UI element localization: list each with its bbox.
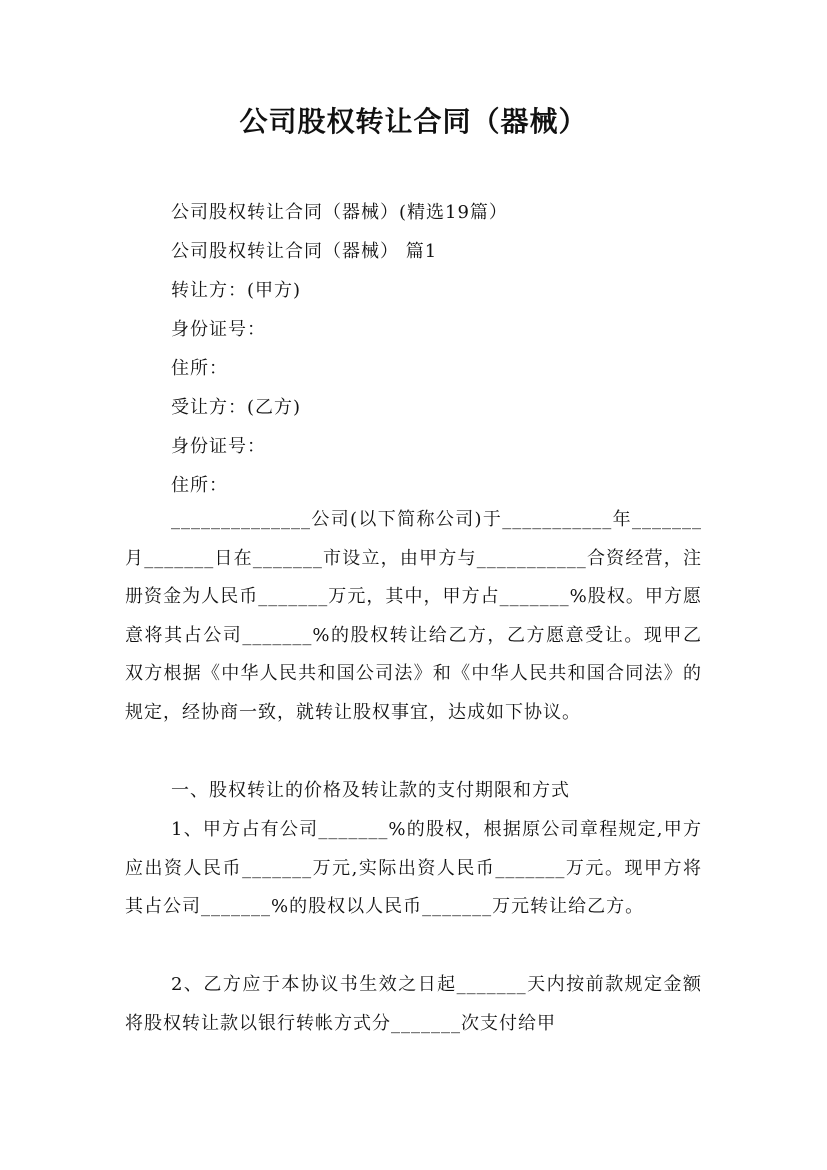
clause-heading: 一、股权转让的价格及转让款的支付期限和方式	[171, 780, 570, 801]
document-title: 公司股权转让合同（器械）	[239, 105, 588, 138]
section-heading-line: 公司股权转让合同（器械） 篇1	[171, 241, 438, 262]
subtitle-line: 公司股权转让合同（器械）(精选19篇）	[171, 202, 508, 223]
transferor-label: 转让方：(甲方)	[171, 280, 302, 301]
transferee-address-label: 住所：	[171, 475, 228, 496]
intro-paragraph: ______________公司(以下简称公司)于___________年_______月_______日在_______市设立，由甲方与___________合资经营，注册资金为人民币_______万元，其中，甲方占_______%股权。甲方愿意将其占公司_______%的股权转让给乙方，乙方愿意受让。现甲乙双方根据《中华人民共和国公司法》和《中华人民共和国合同法》的规定，经协商一致，就转让股权事宜，达成如下协议。	[125, 509, 702, 723]
clause-2-paragraph: 2、乙方应于本协议书生效之日起_______天内按前款规定金额将股权转让款以银行转帐方式分_______次支付给甲	[125, 974, 702, 1034]
transferor-id-label: 身份证号：	[171, 319, 266, 340]
transferee-id-label: 身份证号：	[171, 436, 266, 457]
clause-1-paragraph: 1、甲方占有公司_______%的股权，根据原公司章程规定,甲方应出资人民币_______万元,实际出资人民币_______万元。现甲方将其占公司_______%的股权以人民币_______万元转让给乙方。	[125, 819, 702, 918]
transferee-label: 受让方：(乙方)	[171, 397, 302, 418]
transferor-address-label: 住所：	[171, 358, 228, 379]
